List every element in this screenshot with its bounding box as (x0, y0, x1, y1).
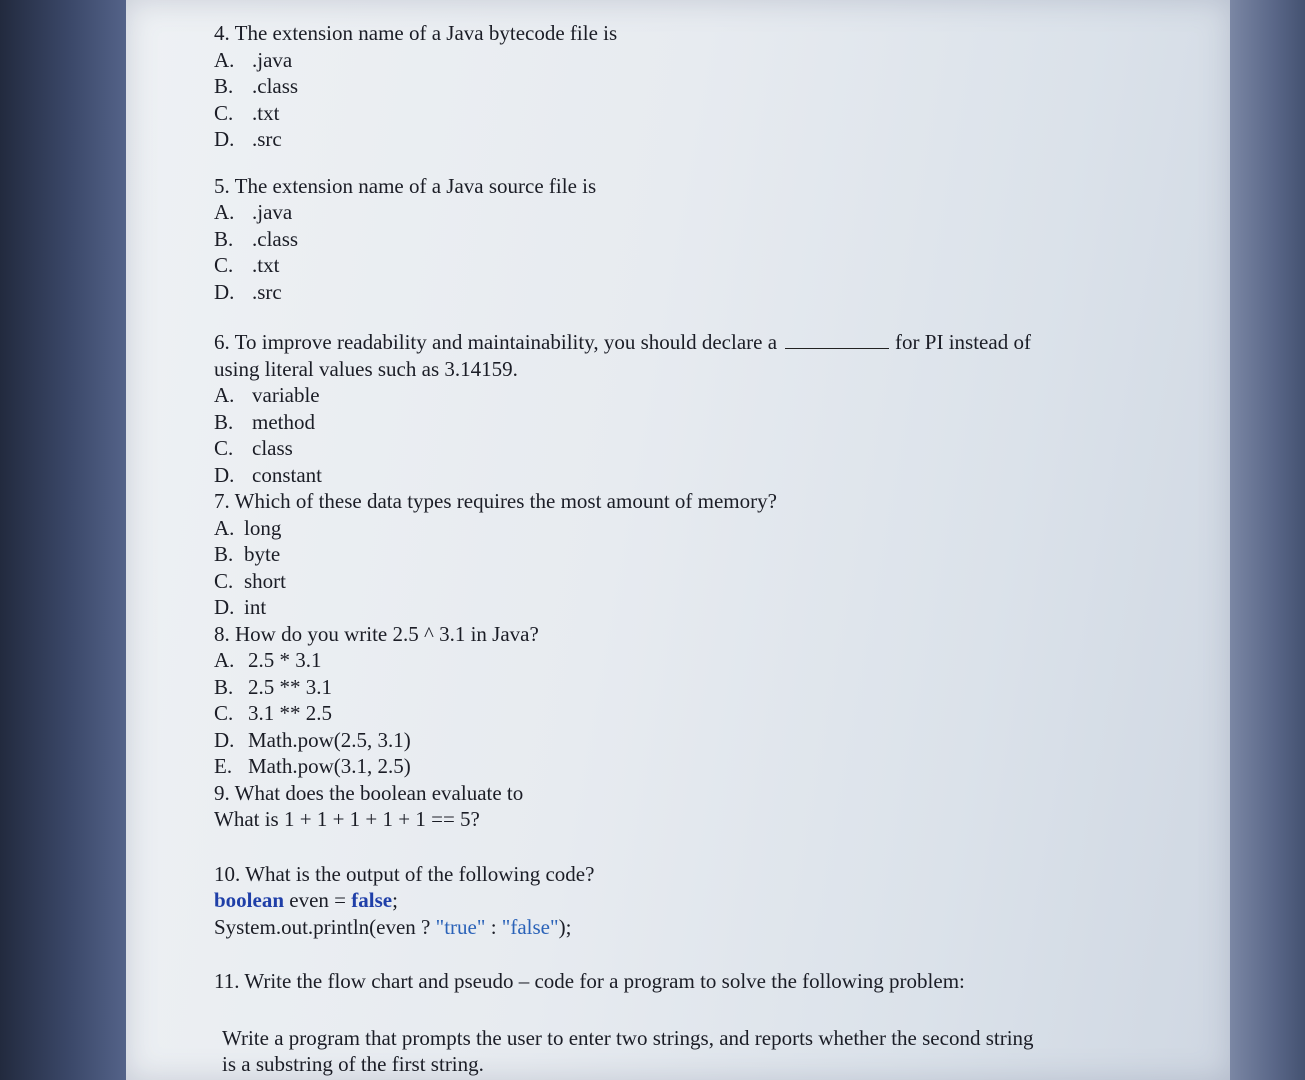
question-4-option-b: B. .class (214, 74, 299, 98)
question-7 (214, 488, 1214, 621)
document-screen (126, 0, 1230, 1080)
quiz-document (214, 20, 1214, 1078)
question-5-option-b: B. .class (214, 226, 299, 251)
question-7-option-c: C. short (214, 568, 286, 593)
question-7-option-a: A. long (214, 515, 282, 540)
fill-in-blank-line (785, 332, 889, 349)
question-8 (214, 621, 1214, 780)
question-6-option-c: C. class (214, 436, 293, 460)
question-6-option-b: B. method (214, 409, 315, 434)
question-6-option-a: A. variable (214, 383, 320, 407)
question-4-option-d: D. .src (214, 127, 282, 151)
question-6-stem-line2: using literal values such as 3.14159. (214, 356, 518, 381)
question-8-option-d: D. Math.pow(2.5, 3.1) (214, 727, 411, 752)
code-line-2: System.out.println(even ? "true" : "false"); (214, 914, 572, 939)
question-8-option-c: C. 3.1 ** 2.5 (214, 701, 332, 725)
question-10-stem: 10. What is the output of the following code? (214, 861, 595, 886)
question-7-stem: 7. Which of these data types requires the most amount of memory? (214, 489, 777, 513)
question-5 (214, 173, 1214, 306)
question-8-stem: 8. How do you write 2.5 ^ 3.1 in Java? (214, 621, 539, 646)
question-8-option-b: B. 2.5 ** 3.1 (214, 674, 332, 699)
question-5-option-a: A. .java (214, 200, 293, 224)
code-line-1: boolean even = false; (214, 888, 398, 912)
question-5-option-d: D. .src (214, 279, 282, 304)
question-7-option-b: B. byte (214, 542, 281, 566)
question-4 (214, 20, 1214, 153)
question-9-expression: What is 1 + 1 + 1 + 1 + 1 == 5? (214, 807, 480, 831)
question-10 (214, 861, 1214, 941)
question-4-option-c: C. .txt (214, 100, 280, 125)
question-9 (214, 780, 1214, 833)
question-9-stem: 9. What does the boolean evaluate to (214, 780, 524, 805)
question-4-stem: 4. The extension name of a Java bytecode file is (214, 21, 618, 45)
question-11-problem: Write a program that prompts the user to enter two strings, and reports whether the second string is a substring of the first string. (222, 1025, 1034, 1076)
question-7-option-d: D. int (214, 595, 267, 619)
monitor-bezel-left (0, 0, 128, 1080)
monitor-bezel-right (1227, 0, 1305, 1080)
question-4-option-a: A. .java (214, 47, 293, 72)
question-5-stem: 5. The extension name of a Java source file is (214, 173, 597, 198)
question-8-option-a: A. 2.5 * 3.1 (214, 648, 322, 672)
question-6 (214, 329, 1214, 488)
question-6-option-d: D. constant (214, 462, 322, 487)
question-6-stem: 6. To improve readability and maintainability, you should declare a for PI instead of (214, 330, 1031, 354)
question-11 (214, 968, 1214, 1078)
question-8-option-e: E. Math.pow(3.1, 2.5) (214, 754, 411, 778)
question-5-option-c: C. .txt (214, 253, 280, 277)
question-11-stem: 11. Write the flow chart and pseudo – code for a program to solve the following problem: (214, 969, 965, 993)
